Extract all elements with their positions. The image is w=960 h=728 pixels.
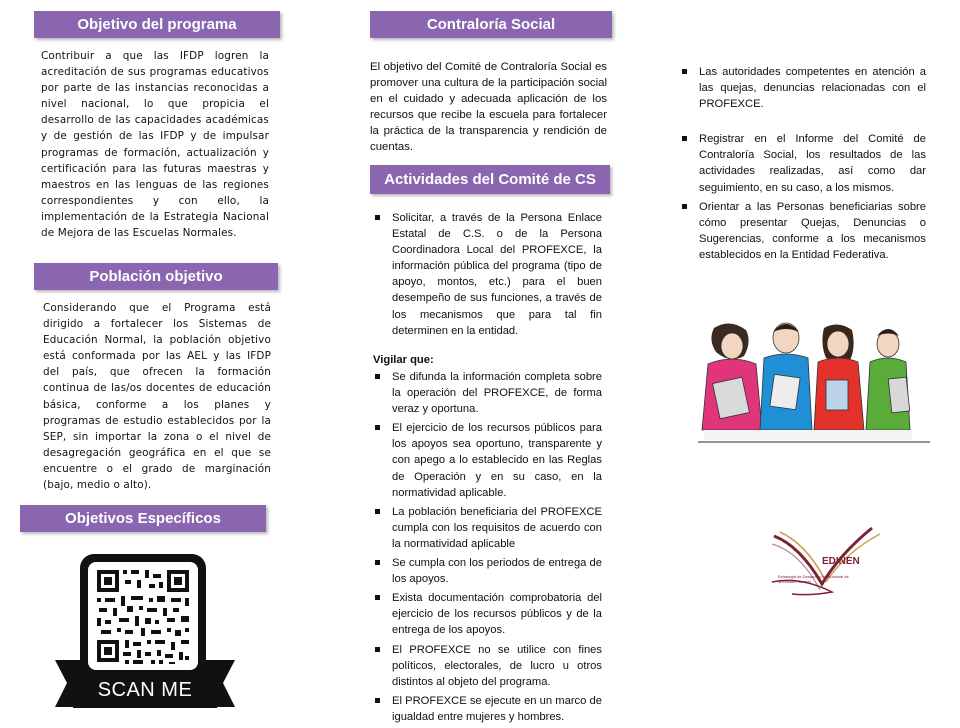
list-item: La población beneficiaria del PROFEXCE cumpla con los requisitos de acuerdo con la normatividad aplicable: [373, 504, 602, 552]
list-item: El ejercicio de los recursos públicos para los apoyos sea oportuno, transparente y con apego a lo establecido en las Reglas de Operación y en su caso, en la normatividad aplicable.: [373, 420, 602, 500]
list-item: Se cumpla con los periodos de entrega de los apoyos.: [373, 555, 602, 587]
objetivos-especificos-header: Objetivos Específicos: [20, 505, 266, 532]
actividades-list: [373, 210, 602, 342]
edinen-logo: [770, 524, 900, 606]
vigilar-label: Vigilar que:: [373, 354, 434, 366]
objetivo-programa-header: Objetivo del programa: [34, 11, 280, 38]
scan-me-label: SCAN ME: [97, 679, 193, 701]
poblacion-objetivo-header: Población objetivo: [34, 263, 278, 290]
qr-code-badge[interactable]: [55, 552, 235, 712]
contraloria-social-text: El objetivo del Comité de Contraloría Social es promover una cultura de la participación social en el cuidado y adecuada aplicación de los recursos que recibe la escuela para fortalecer la práctica de la transparencia y rendición de cuentas.: [370, 61, 607, 154]
contraloria-social-header: Contraloría Social: [370, 11, 612, 38]
list-item: El PROFEXCE se ejecute en un marco de igualdad entre mujeres y hombres.: [373, 693, 602, 725]
edinen-logo-name: EDINEN: [822, 556, 860, 567]
actividades-comite-header: Actividades del Comité de CS: [370, 165, 610, 194]
poblacion-objetivo-text: Considerando que el Programa está dirigido a fortalecer los Sistemas de Educación Normal, la población objetivo está conformada por las AEL y las IFDP del país, que ofrecen la formación continua de las/os docentes de educación básica, conforme a los planes y programas de estudio establecidos por la SEP, sin importar la zona o el nivel de desagregación geográfica en el que se encuentre o el grado de marginación (bajo, medio o alto).: [43, 302, 271, 492]
list-item: El PROFEXCE no se utilice con fines políticos, electorales, de lucro u otros distintos al objeto del programa.: [373, 642, 602, 690]
edinen-logo-caption: Estrategia de Desarrollo Institucional de la Escuela Normal: [778, 574, 849, 584]
vigilar-list: [373, 369, 602, 728]
list-item: Orientar a las Personas beneficiarias sobre cómo presentar Quejas, Denuncias o Sugerencias, conforme a los mecanismos establecidos en la Entidad Federativa.: [680, 199, 926, 263]
objetivo-programa-text: Contribuir a que las IFDP logren la acreditación de sus programas educativos por parte de las instancias reconocidas a nivel nacional, lo que propicia el desarrollo de las capacidades académicas y de gestión de las IFDP y de impulsar programas de formación, actualización y certificación para las futuras maestras y maestros en las lenguas de las regiones correspondientes y con ello, la implementación de la Estrategia Nacional de Mejora de las Escuelas Normales.: [41, 50, 269, 240]
list-item: Las autoridades competentes en atención a las quejas, denuncias relacionadas con el PROFEXCE.: [680, 64, 926, 112]
list-item: Se difunda la información completa sobre la operación del PROFEXCE, de forma veraz y oportuna.: [373, 369, 602, 417]
list-item: Solicitar, a través de la Persona Enlace Estatal de C.S. o de la Persona Coordinadora Local del PROFEXCE, la información pública del programa (tipo de apoyo, montos, etc.) para el buen desempeño de sus funciones, a través de los mecanismos que para tal fin determinen en la entidad.: [373, 210, 602, 339]
list-item: Exista documentación comprobatoria del ejercicio de los recursos públicos y de la entrega de los apoyos.: [373, 590, 602, 638]
list-item: Registrar en el Informe del Comité de Contraloría Social, los resultados de las actividades realizadas, así como dar seguimiento, en su caso, a los mismos.: [680, 131, 926, 195]
students-illustration: [694, 318, 932, 446]
col3-list: [680, 64, 926, 266]
